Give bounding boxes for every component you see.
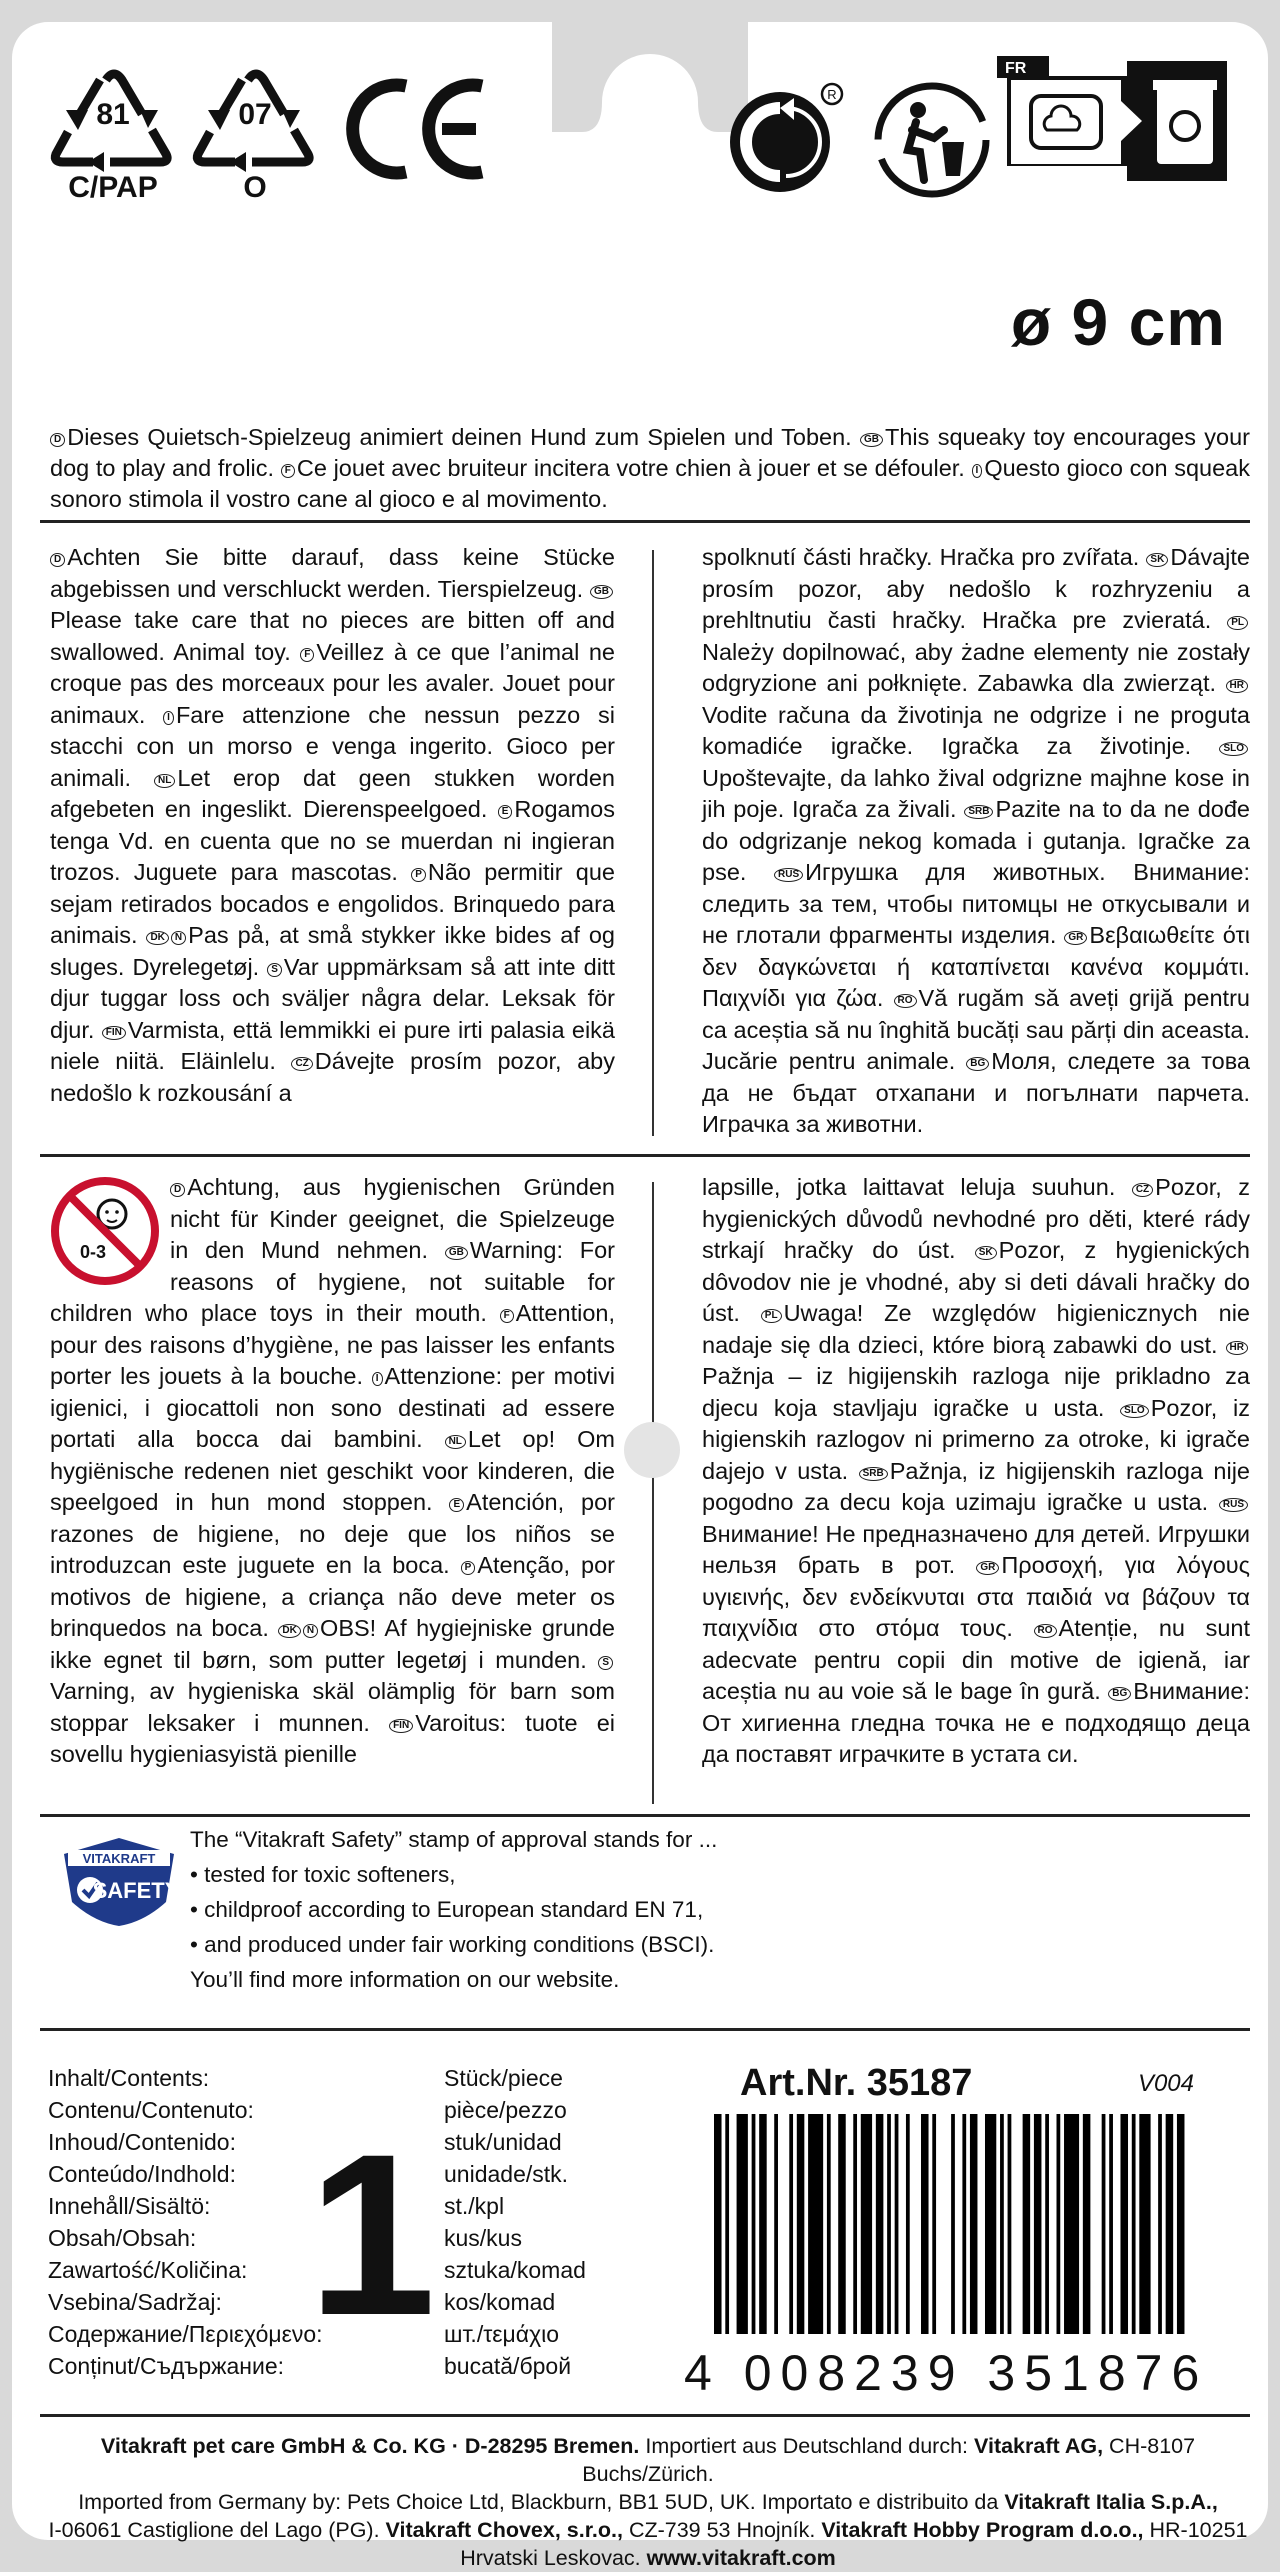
unit-label: unidade/stk. bbox=[444, 2161, 569, 2187]
barcode-bar bbox=[1177, 2114, 1185, 2334]
warning-text: Pazite na to da ne dođe do odgrizanje nekog komada i gutanja. Igračke za pse. bbox=[702, 796, 1250, 885]
barcode-bar bbox=[1102, 2114, 1106, 2334]
divider bbox=[40, 2028, 1250, 2031]
divider bbox=[40, 1154, 1250, 1157]
not-for-children-0-3-icon bbox=[50, 1176, 160, 1286]
footer-text: Importiert aus Deutschland durch: bbox=[645, 2434, 969, 2458]
warning-text: Pozor, iz higienskih razlogov ni primerno za otroke, ki igrače dajejo v usta. bbox=[702, 1394, 1251, 1484]
warning-text: Achten Sie bitte darauf, dass keine Stücke abgebissen und verschluckt werden. Tierspielzeug. bbox=[50, 544, 615, 602]
language-code-badge: SRB bbox=[859, 1467, 888, 1481]
footer-company: Vitakraft Italia S.p.A., bbox=[1004, 2490, 1218, 2514]
safety-line: • childproof according to European standard EN 71, bbox=[190, 1897, 704, 1922]
unit-label: stuk/unidad bbox=[444, 2129, 562, 2155]
warning-text: Atenție, nu sunt adecvate pentru copii din motive de igienă, iar aceștia nu au voie să le bage în gură. bbox=[702, 1615, 1251, 1704]
unit-label: kus/kus bbox=[444, 2225, 522, 2251]
warning-text: Warning: For reasons of hygiene, not suitable for children who place toys in their mouth. bbox=[50, 1237, 615, 1326]
version-code: V004 bbox=[1137, 2070, 1194, 2097]
barcode-bar bbox=[951, 2114, 955, 2334]
diameter-label: ø 9 cm bbox=[1010, 285, 1226, 359]
language-code-badge: CZ bbox=[291, 1057, 312, 1071]
warning-text: Внимание: От хигиенна гледна точка не е подходящо деца да поставят играчките в устата си. bbox=[702, 1678, 1250, 1767]
language-code-badge: BG bbox=[1108, 1687, 1131, 1701]
barcode-bar bbox=[985, 2114, 996, 2334]
warning-text: Dieses Quietsch-Spielzeug animiert deinen Hund zum Spielen und Toben. bbox=[67, 424, 860, 450]
language-code-badge: GB bbox=[860, 433, 883, 447]
contents-label: Contenu/Contenuto: bbox=[48, 2097, 254, 2123]
warning-text: Varoitus: tuote ei sovellu hygieniasyistä pienille bbox=[50, 1709, 615, 1767]
column-divider bbox=[652, 550, 654, 1136]
warning-text: Atención, por razones de higiene, no deje que los niños se introduzcan este juguete en la boca. bbox=[50, 1489, 615, 1578]
barcode-bar bbox=[1132, 2114, 1136, 2334]
contents-label: Zawartość/Količina: bbox=[48, 2257, 248, 2283]
footer-text: HR-10251 bbox=[1149, 2518, 1248, 2542]
recycling-code: O bbox=[243, 171, 267, 204]
recycling-number: 07 bbox=[238, 98, 272, 131]
barcode-bar bbox=[808, 2114, 823, 2334]
language-code-badge: N bbox=[171, 931, 186, 945]
warning-text: spolknutí části hračky. Hračka pro zvířata. bbox=[702, 544, 1147, 570]
language-code-badge: S bbox=[267, 963, 282, 977]
vitakraft-safety-logo bbox=[54, 1830, 184, 1930]
language-code-badge: RUS bbox=[774, 868, 803, 882]
green-dot-icon bbox=[724, 80, 844, 205]
warning-text: Rogamos tenga Vd. en cuenta que no se muerdan ni ingieran trozos. Juguete para mascotas. bbox=[50, 796, 615, 885]
language-code-badge: I bbox=[372, 1372, 383, 1386]
ean-barcode bbox=[714, 2114, 1192, 2364]
barcode-bar bbox=[1057, 2114, 1061, 2334]
unit-label: sztuka/komad bbox=[444, 2257, 586, 2283]
warning-text: Моля, следете за това да не бъдат отхапани и погълнати парчета. Играчка за животни. bbox=[702, 1048, 1250, 1137]
language-code-badge: D bbox=[50, 433, 65, 447]
unit-label: Stück/piece bbox=[444, 2065, 563, 2091]
ce-mark-icon bbox=[342, 74, 492, 189]
warning-text: Attenzione: per motivi igienici, i giocattoli non sono destinati ad essere portati alla bocca dai bambini. bbox=[50, 1363, 615, 1452]
safety-line: • and produced under fair working conditions (BSCI). bbox=[190, 1932, 715, 1957]
language-code-badge: CZ bbox=[1132, 1183, 1153, 1197]
recycling-code: C/PAP bbox=[68, 171, 158, 204]
tidyman-icon bbox=[872, 80, 992, 205]
warning-text: Προσοχή, για λόγους υγιεινής, δεν ενδείκνυται στα παιδιά να βάζουν τα παιχνίδια στο στόμα τους. bbox=[702, 1552, 1250, 1641]
warning-text: Vă rugăm să aveți grijă pentru ca aceștia să nu înghită bucăți sau părți din aceasta. Jucărie pentru animale. bbox=[702, 985, 1250, 1074]
footer-company: Vitakraft Hobby Program d.o.o., bbox=[821, 2518, 1144, 2542]
warning-text: lapsille, jotka laittavat leluja suuhun. bbox=[702, 1174, 1132, 1200]
language-code-badge: F bbox=[300, 648, 314, 662]
language-code-badge: NL bbox=[154, 774, 175, 788]
language-code-badge: SK bbox=[975, 1246, 997, 1260]
barcode-bar bbox=[970, 2114, 978, 2334]
language-code-badge: N bbox=[303, 1624, 318, 1638]
warning-text: Varmista, että lemmikki ei pure irti palasia eikä niele niitä. Eläinlelu. bbox=[50, 1016, 615, 1074]
language-code-badge: SK bbox=[1146, 553, 1168, 567]
barcode-bar bbox=[1045, 2114, 1049, 2334]
language-code-badge: GR bbox=[1064, 931, 1087, 945]
footer-text: I-06061 Castiglione del Lago (PG). bbox=[48, 2518, 380, 2542]
triman-country-label: FR bbox=[1005, 60, 1027, 77]
safety-statement bbox=[190, 1822, 717, 1997]
safety-line: You’ll find more information on our website. bbox=[190, 1967, 620, 1992]
warning-text: Игрушка для животных. Внимание: следить за тем, чтобы питомцы не откусывали и не глотали фрагменты изделия. bbox=[702, 859, 1250, 948]
language-code-badge: RO bbox=[894, 994, 917, 1008]
warning-text: Veillez à ce que l’animal ne croque pas des morceaux pour les avaler. Jouet pour animaux. bbox=[50, 638, 615, 728]
barcode-bar bbox=[1083, 2114, 1091, 2334]
warning-text: Não permitir que sejam retirados bocados e engolidos. Brinquedo para animais. bbox=[50, 859, 615, 948]
warning-toy-left bbox=[50, 542, 615, 1109]
barcode-bar bbox=[861, 2114, 872, 2334]
article-number: Art.Nr. 35187 bbox=[740, 2062, 973, 2104]
ean-number: 4 008239 351876 bbox=[684, 2345, 1209, 2401]
language-code-badge: E bbox=[449, 1498, 464, 1512]
barcode-bar bbox=[774, 2114, 778, 2334]
barcode-bar bbox=[1109, 2114, 1113, 2334]
barcode-bar bbox=[887, 2114, 891, 2334]
website-link[interactable]: www.vitakraft.com bbox=[646, 2546, 836, 2570]
svg-text:R: R bbox=[827, 87, 837, 102]
warning-hygiene-left bbox=[50, 1172, 615, 1771]
barcode-bar bbox=[1158, 2114, 1162, 2334]
language-code-badge: FIN bbox=[389, 1719, 413, 1733]
language-code-badge: F bbox=[281, 464, 295, 478]
language-code-badge: I bbox=[972, 464, 983, 478]
warning-text: Please take care that no pieces are bitten off and swallowed. Animal toy. bbox=[50, 607, 615, 665]
contents-label: Inhoud/Contenido: bbox=[48, 2129, 236, 2155]
warning-hygiene-right bbox=[702, 1172, 1250, 1771]
safety-line: • tested for toxic softeners, bbox=[190, 1862, 456, 1887]
language-code-badge: E bbox=[498, 805, 513, 819]
warning-text: Należy dopilnować, aby żadne elementy nie zostały odgryzione ani połknięte. Zabawka dla zwierząt. bbox=[702, 638, 1250, 696]
contents-label: Vsebina/Sadržaj: bbox=[48, 2289, 222, 2315]
barcode-bar bbox=[876, 2114, 884, 2334]
language-code-badge: HR bbox=[1226, 679, 1248, 693]
warning-text: Vodite računa da životinja ne odgrize i ne proguta komadiće igračke. Igračka za životinje. bbox=[702, 701, 1250, 759]
language-code-badge: S bbox=[598, 1656, 613, 1670]
warning-text: Varning, av hygieniska skäl olämplig för barn som stoppar leksaker i munnen. bbox=[50, 1678, 615, 1736]
warning-text: Pozor, z hygienických důvodů nevhodné pro děti, které rády strkají hračky do úst. bbox=[702, 1174, 1250, 1263]
contents-label: Содержание/Περιεχόμενο: bbox=[48, 2321, 323, 2347]
punch-hole bbox=[624, 1422, 680, 1478]
barcode-bar bbox=[797, 2114, 805, 2334]
footer-text: CH-8107 Buchs/Zürich. bbox=[582, 2434, 1196, 2486]
barcode-bar bbox=[752, 2114, 756, 2334]
language-code-badge: P bbox=[411, 868, 426, 882]
symbol-header bbox=[12, 22, 1268, 359]
language-code-badge: GB bbox=[445, 1246, 468, 1260]
language-code-badge: NL bbox=[445, 1435, 466, 1449]
warning-text: Fare attenzione che nessun pezzo si stacchi con un morso e venga ingerito. Gioco per animali. bbox=[50, 701, 615, 791]
contents-labels bbox=[48, 2062, 323, 2382]
warning-text: Dávejte prosím pozor, aby nedošlo k rozkousání a bbox=[50, 1048, 615, 1106]
recycling-symbol-paper bbox=[48, 62, 178, 205]
unit-label: kos/komad bbox=[444, 2289, 556, 2315]
warning-text: Let erop dat geen stukken worden afgebeten en ingeslikt. Dierenspeelgoed. bbox=[50, 764, 616, 822]
barcode-bar bbox=[725, 2114, 729, 2334]
column-divider bbox=[652, 1182, 654, 1804]
barcode-bar bbox=[1120, 2114, 1128, 2334]
language-code-badge: GR bbox=[976, 1561, 999, 1575]
warning-text: Achtung, aus hygienischen Gründen nicht für Kinder geeignet, die Spielzeuge in den Mund nehmen. bbox=[170, 1174, 615, 1263]
warning-text: Questo gioco con squeak sonoro stimola il vostro cane al gioco e al movimento. bbox=[50, 455, 1250, 512]
language-code-badge: P bbox=[461, 1561, 476, 1575]
language-code-badge: GB bbox=[590, 585, 613, 599]
warning-toy-right bbox=[702, 542, 1250, 1141]
manufacturer-footer bbox=[48, 2432, 1248, 2572]
warning-text: Uwaga! Ze względów higienicznych nie nadaje się dla dzieci, które biorą zabawki do ust. bbox=[702, 1300, 1250, 1358]
contents-label: Conteúdo/Indhold: bbox=[48, 2161, 236, 2187]
safety-logo-title: SAFETY bbox=[92, 1878, 180, 1903]
language-code-badge: SRB bbox=[964, 805, 993, 819]
unit-label: st./kpl bbox=[444, 2193, 505, 2219]
barcode-bar bbox=[962, 2114, 966, 2334]
warning-text: Pažnja – iz higijenskih razloga nije prikladno za djecu koja stavljaju igračke u usta. bbox=[702, 1363, 1250, 1421]
language-code-badge: FIN bbox=[102, 1026, 126, 1040]
warning-text: Βεβαιωθείτε ότι δεν δαγκώνεται ή καταπίνεται κανένα κομμάτι. Παιχνίδι για ζώα. bbox=[702, 922, 1250, 1011]
quantity-number: 1 bbox=[308, 2106, 436, 2363]
barcode-bar bbox=[921, 2114, 929, 2334]
packaging-back-card bbox=[12, 22, 1268, 2570]
barcode-bar bbox=[906, 2114, 910, 2334]
barcode-bar bbox=[1034, 2114, 1042, 2334]
footer-company: Vitakraft Chovex, s.r.o., bbox=[385, 2518, 623, 2542]
footer-company: Vitakraft pet care GmbH & Co. KG · D-28295 Bremen. bbox=[100, 2434, 640, 2458]
footer-company: Vitakraft AG, bbox=[974, 2434, 1104, 2458]
barcode-bar bbox=[838, 2114, 846, 2334]
language-code-badge: D bbox=[170, 1183, 185, 1197]
barcode-bar bbox=[737, 2114, 748, 2334]
warning-text: Atenção, por motivos de higiene, a criança não deve meter os brinquedos na boca. bbox=[50, 1552, 615, 1641]
language-code-badge: SLO bbox=[1219, 742, 1248, 756]
recycling-number: 81 bbox=[96, 98, 130, 131]
warning-text: OBS! Af hygiejniske grunde ikke egnet til børn, som putter legetøj i munden. bbox=[50, 1615, 615, 1673]
language-code-badge: BG bbox=[966, 1057, 989, 1071]
safety-line: The “Vitakraft Safety” stamp of approval stands for ... bbox=[190, 1827, 718, 1852]
contents-label: Inhalt/Contents: bbox=[48, 2065, 210, 2091]
language-code-badge: DK bbox=[278, 1624, 300, 1638]
warning-text: Var uppmärksam så att inte ditt djur tuggar loss och sväljer några delar. Leksak för djur. bbox=[50, 953, 616, 1043]
unit-labels bbox=[444, 2062, 586, 2382]
triman-sorting-icon bbox=[997, 56, 1227, 211]
barcode-bar bbox=[895, 2114, 899, 2334]
warning-text: This squeaky toy encourages your dog to play and frolic. bbox=[50, 424, 1250, 481]
footer-text: Imported from Germany by: Pets Choice Ltd, Blackburn, BB1 5UD, UK. Importato e distribuito da bbox=[78, 2490, 999, 2514]
contents-label: Obsah/Obsah: bbox=[48, 2225, 197, 2251]
warning-text: Attention, pour des raisons d’hygiène, ne pas laisser les enfants porter les jouets à la bouche. bbox=[50, 1300, 615, 1389]
unit-label: bucată/брой bbox=[444, 2353, 572, 2379]
language-code-badge: RO bbox=[1034, 1624, 1057, 1638]
barcode-bar bbox=[789, 2114, 793, 2334]
divider bbox=[40, 2414, 1250, 2417]
barcode-bar bbox=[1064, 2114, 1079, 2334]
warning-text: Pas på, at små stykker ikke bides af og sluges. Dyrelegetøj. bbox=[50, 922, 615, 980]
language-code-badge: PL bbox=[761, 1309, 782, 1323]
language-code-badge: RUS bbox=[1219, 1498, 1248, 1512]
warning-text: Внимание! Не предназначено для детей. Игрушки нельзя брать в рот. bbox=[702, 1520, 1250, 1578]
barcode-bar bbox=[1139, 2114, 1150, 2334]
language-code-badge: F bbox=[500, 1309, 514, 1323]
contents-label: Conținut/Съдържание: bbox=[48, 2353, 285, 2379]
barcode-bar bbox=[1008, 2114, 1012, 2334]
barcode-bar bbox=[759, 2114, 767, 2334]
safety-logo-brand: VITAKRAFT bbox=[82, 1851, 156, 1866]
language-code-badge: DK bbox=[146, 931, 168, 945]
barcode-bar bbox=[827, 2114, 831, 2334]
warning-text: Upoštevajte, da lahko žival odgrizne majhne kose in jih poje. Igrača za živali. bbox=[702, 764, 1250, 822]
barcode-bar bbox=[1023, 2114, 1031, 2334]
unit-label: pièce/pezzo bbox=[444, 2097, 567, 2123]
warning-text: Pažnja, iz higijenskih razloga nije pogodno za decu koja uzimaju igračke u usta. bbox=[702, 1457, 1250, 1515]
barcode-bar bbox=[853, 2114, 857, 2334]
contents-label: Innehåll/Sisältö: bbox=[48, 2193, 211, 2219]
footer-text: CZ-739 53 Hnojník. bbox=[628, 2518, 816, 2542]
age-range-label: 0-3 bbox=[80, 1242, 107, 1262]
language-code-badge: D bbox=[50, 553, 65, 567]
warning-text: Let op! Om hygiënische redenen niet geschikt voor kinderen, die speelgoed in hun mond stoppen. bbox=[50, 1426, 616, 1515]
barcode-bar bbox=[714, 2114, 722, 2334]
recycling-symbol-other bbox=[190, 62, 320, 205]
language-code-badge: HR bbox=[1226, 1341, 1248, 1355]
barcode-bar bbox=[1000, 2114, 1004, 2334]
footer-text: Hrvatski Leskovac. bbox=[460, 2546, 641, 2570]
divider bbox=[40, 520, 1250, 523]
language-code-badge: I bbox=[163, 711, 174, 725]
language-code-badge: PL bbox=[1227, 616, 1248, 630]
unit-label: шт./τεμάχιο bbox=[444, 2321, 560, 2347]
divider bbox=[40, 1814, 1250, 1817]
warning-text: Dávajte prosím pozor, aby nedošlo k rozhryzeniu a prehltnutiu časti hračky. Hračka pre zvieratá. bbox=[702, 544, 1250, 633]
warning-text: Pozor, z hygienických dôvodov nie je vhodné, aby si deti dávali hračky do úst. bbox=[702, 1237, 1250, 1326]
barcode-bar bbox=[1166, 2114, 1174, 2334]
barcode-bar bbox=[932, 2114, 936, 2334]
warning-text: Ce jouet avec bruiteur incitera votre chien à jouer et se défouler. bbox=[296, 455, 972, 481]
language-code-badge: SLO bbox=[1120, 1404, 1149, 1418]
intro-paragraph bbox=[50, 422, 1250, 515]
